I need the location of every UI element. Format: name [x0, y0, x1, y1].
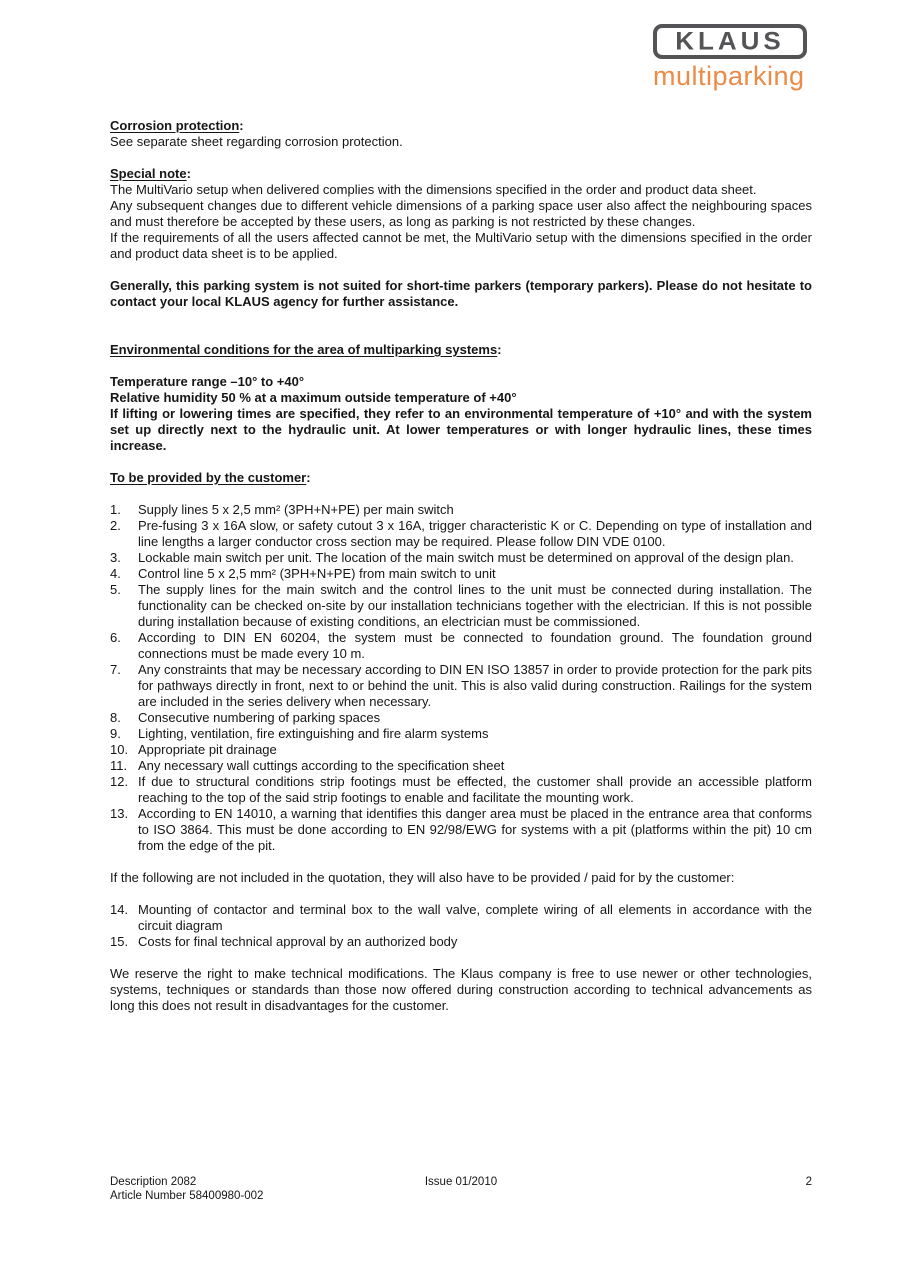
list-item: According to EN 14010, a warning that identifies this danger area must be placed in the entrance area that conforms to ISO 3864. This must be done according to EN 92/98/EWG for systems with a pit (platforms within the pit) 10 cm from the edge of the pit.: [138, 806, 812, 853]
paragraph: See separate sheet regarding corrosion protection.: [110, 134, 403, 149]
paragraph: The MultiVario setup when delivered complies with the dimensions specified in the order and product data sheet.: [110, 182, 757, 197]
document-body: [110, 118, 812, 1014]
list-item: Costs for final technical approval by an authorized body: [138, 934, 458, 949]
footer-description: Description 2082: [110, 1176, 197, 1188]
footer-page-number: 2: [805, 1176, 812, 1188]
list-item: Supply lines 5 x 2,5 mm² (3PH+N+PE) per main switch: [138, 502, 454, 517]
list-item: Control line 5 x 2,5 mm² (3PH+N+PE) from main switch to unit: [138, 566, 496, 581]
multiparking-logo-text: multiparking: [653, 61, 805, 91]
numbered-list: [110, 902, 812, 950]
section-heading-text: Corrosion protection: [110, 118, 240, 133]
paragraph: If lifting or lowering times are specified, they refer to an environmental temperature of +10° and with the system set up directly next to the hydraulic unit. At lower temperatures or with longer hydraulic lines, these times increase.: [110, 406, 812, 453]
paragraph: Any subsequent changes due to different vehicle dimensions of a parking space user also affect the neighbouring spaces and must therefore be accepted by these users, as long as parking is not restricted by these changes.: [110, 198, 812, 229]
list-item: If due to structural conditions strip footings must be effected, the customer shall provide an accessible platform reaching to the top of the said strip footings to enable and facilitate the mounting work.: [138, 774, 812, 805]
paragraph: Temperature range –10° to +40°: [110, 374, 305, 389]
list-item: Consecutive numbering of parking spaces: [138, 710, 381, 725]
numbered-list: [110, 502, 812, 854]
paragraph: If the following are not included in the quotation, they will also have to be provided / paid for by the customer:: [110, 870, 735, 885]
footer-left-block: [110, 1176, 344, 1203]
section-heading-text: Environmental conditions for the area of multiparking systems: [110, 342, 498, 357]
list-item: The supply lines for the main switch and the control lines to the unit must be connected during installation. The functionality can be checked on-site by our installation technicians together with the electrician. If this is not possible during installation because of existing conditions, an electrician must be commissioned.: [138, 582, 812, 629]
page-footer: [110, 1176, 812, 1203]
list-item: Lockable main switch per unit. The location of the main switch must be determined on approval of the design plan.: [138, 550, 794, 565]
paragraph: We reserve the right to make technical modifications. The Klaus company is free to use newer or other technologies, systems, techniques or standards than those now offered during construction according to technical advancements as long this does not result in disadvantages for the customer.: [110, 966, 812, 1013]
paragraph: Generally, this parking system is not suited for short-time parkers (temporary parkers). Please do not hesitate to contact your local KLAUS agency for further assistance.: [110, 278, 812, 309]
footer-issue: Issue 01/2010: [424, 1176, 498, 1188]
klaus-logo: [653, 24, 823, 92]
section-heading-text: To be provided by the customer: [110, 470, 307, 485]
list-item: Any necessary wall cuttings according to the specification sheet: [138, 758, 505, 773]
paragraph: If the requirements of all the users affected cannot be met, the MultiVario setup with the dimensions specified in the order and product data sheet is to be applied.: [110, 230, 812, 261]
list-item: According to DIN EN 60204, the system must be connected to foundation ground. The foundation ground connections must be made every 10 m.: [138, 630, 812, 661]
section-heading: Special note:: [110, 166, 191, 181]
list-item: Lighting, ventilation, fire extinguishing and fire alarm systems: [138, 726, 489, 741]
section-heading: To be provided by the customer:: [110, 470, 311, 485]
list-item: Mounting of contactor and terminal box to the wall valve, complete wiring of all elements in accordance with the circuit diagram: [138, 902, 812, 933]
footer-article-number: Article Number 58400980-002: [110, 1189, 264, 1202]
section-heading: Corrosion protection:: [110, 118, 244, 133]
klaus-logo-frame: [653, 24, 807, 59]
list-item: Pre-fusing 3 x 16A slow, or safety cutout 3 x 16A, trigger characteristic K or C. Depending on type of installation and line lengths a larger conductor cross section may be required. Please follow DIN VDE 0100.: [138, 518, 812, 549]
list-item: Appropriate pit drainage: [138, 742, 277, 757]
list-item: Any constraints that may be necessary according to DIN EN ISO 13857 in order to provide protection for the park pits for pathways directly in front, next to or behind the unit. This is also valid during construction. Railings for the system are included in the series delivery when necessary.: [138, 662, 812, 709]
paragraph: Relative humidity 50 % at a maximum outside temperature of +40°: [110, 390, 517, 405]
klaus-logo-wordmark: KLAUS: [675, 26, 785, 56]
section-heading-text: Special note: [110, 166, 187, 181]
section-heading: Environmental conditions for the area of multiparking systems:: [110, 342, 502, 357]
